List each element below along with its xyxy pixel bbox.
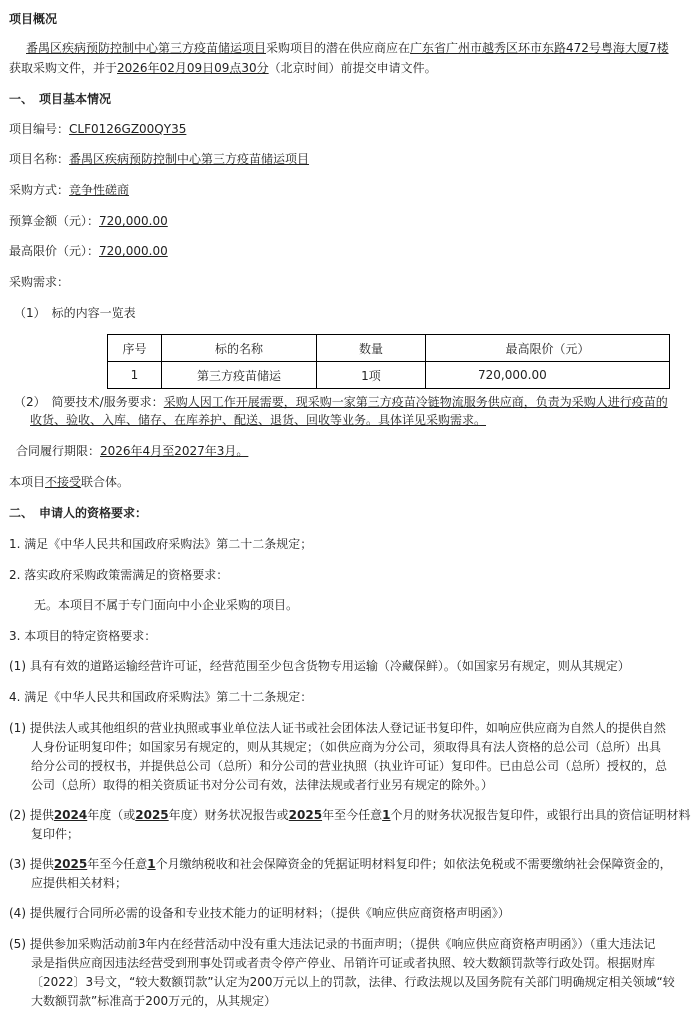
budget-value: 720,000.00 [99, 214, 168, 228]
max-price-row [9, 241, 698, 261]
contract-value: 2026年4月至2027年3月。 [100, 444, 249, 458]
list-label: （1） 标的内容一览表 [14, 306, 136, 320]
table-header: 标的名称 [162, 335, 317, 362]
consortium-value: 不接受 [45, 475, 82, 489]
qualification-2: 2. 落实政府采购政策需满足的资格要求： [9, 568, 229, 582]
brief-text-1: 采购人因工作开展需要，现采购一家第三方疫苗冷链物流服务供应商，负责为采购人进行疫苗的 [163, 395, 668, 409]
brief-text-2: 收货、验收、入库、储存、在库养护、配送、退货、回收等业务。具体详见采购需求。 [30, 413, 487, 427]
q43-year: 2025 [53, 857, 88, 871]
qual-4-1-line2: 人身份证明复印件；如国家另有规定的，则从其规定；（如供应商为分公司，须取得具有法人资格的总公司（总所）出具 [31, 740, 662, 754]
overview-intro-line2 [9, 58, 698, 78]
budget-label: 预算金额（元）： [9, 214, 100, 228]
method-value: 竞争性磋商 [69, 183, 130, 197]
q43-c: 个月缴纳税收和社会保障资金的凭据证明材料复印件；如依法免税或不需要缴纳社会保障资金的， [155, 857, 672, 871]
qualification-3-1: (1) 具有有效的道路运输经营许可证，经营范围至少包含货物专用运输（冷藏保鲜）。（如国家另有规定，则从其规定） [9, 659, 630, 673]
qual-4-2-line1 [9, 805, 698, 825]
needs-label: 采购需求： [9, 275, 70, 289]
brief-line2 [30, 410, 698, 430]
item-table [107, 334, 670, 389]
table-cell: 720,000.00 [426, 362, 670, 389]
qual-4-5-line1: (5) 提供参加采购活动前3年内在经营活动中没有重大违法记录的书面声明；（提供《响应供应商资格声明函》）（重大违法记 [9, 937, 656, 951]
intro-end-text: （北京时间）前提交申请文件。 [268, 61, 437, 75]
project-name-value: 番禺区疾病预防控制中心第三方疫苗储运项目 [69, 152, 310, 166]
intro-deadline: 2026年02月09日09点30分 [117, 61, 269, 75]
brief-label: （2） 简要技术/服务要求： [14, 395, 164, 409]
qualification-2-detail: 无。本项目不属于专门面向中小企业采购的项目。 [34, 598, 299, 612]
q42-year1: 2024 [53, 808, 88, 822]
qual-4-4: (4) 提供履行合同所必需的设备和专业技术能力的证明材料；（提供《响应供应商资格声明函》） [9, 906, 510, 920]
budget-row [9, 211, 698, 231]
table-cell: 1项 [317, 362, 426, 389]
table-row [108, 362, 670, 389]
consortium-post: 联合体。 [81, 475, 130, 489]
q42-c: 年度）财务状况报告或 [168, 808, 289, 822]
method-label: 采购方式： [9, 183, 70, 197]
brief-line1 [14, 392, 698, 412]
table-cell: 第三方疫苗储运 [162, 362, 317, 389]
q43-months: 1 [147, 857, 156, 871]
consortium-row [9, 472, 698, 492]
intro-address: 广东省广州市越秀区环市东路472号粤海大厦7楼 [410, 41, 669, 55]
q43-a: (3) 提供 [9, 857, 54, 871]
project-number-value: CLF0126GZ00QY35 [69, 122, 187, 136]
table-header: 最高限价（元） [426, 335, 670, 362]
qual-4-2-line2: 复印件； [31, 827, 80, 841]
qual-4-1-line1: (1) 提供法人或其他组织的营业执照或事业单位法人证书或社会团体法人登记证书复印件，如响应供应商为自然人的提供自然 [9, 721, 666, 735]
intro-get-text: 获取采购文件，并于 [9, 61, 118, 75]
qualification-1: 1. 满足《中华人民共和国政府采购法》第二十二条规定； [9, 537, 313, 551]
q42-d: 年至今任意 [322, 808, 383, 822]
method-row [9, 180, 698, 200]
q42-e: 个月的财务状况报告复印件，或银行出具的资信证明材料 [390, 808, 691, 822]
q42-b: 年度（或 [87, 808, 136, 822]
qual-4-3-line2: 应提供相关材料； [31, 876, 128, 890]
q42-a: (2) 提供 [9, 808, 54, 822]
section2-heading: 二、 申请人的资格要求： [9, 506, 148, 520]
q43-b: 年至今任意 [87, 857, 148, 871]
qualification-3: 3. 本项目的特定资格要求： [9, 629, 157, 643]
table-header: 数量 [317, 335, 426, 362]
project-number-label: 项目编号： [9, 122, 70, 136]
qual-4-3-line1 [9, 854, 698, 874]
project-name-label: 项目名称： [9, 152, 70, 166]
q42-year2: 2025 [135, 808, 169, 822]
table-cell: 1 [108, 362, 162, 389]
overview-title: 项目概况 [9, 12, 58, 26]
q42-year3: 2025 [288, 808, 323, 822]
intro-project-name: 番禺区疾病预防控制中心第三方疫苗储运项目 [26, 41, 267, 55]
consortium-pre: 本项目 [9, 475, 46, 489]
qual-4-5-line2: 录是指供应商因违法经营受到刑事处罚或者责令停产停业、吊销许可证或者执照、较大数额罚款等行政处罚。根据财库 [31, 956, 656, 970]
qualification-4: 4. 满足《中华人民共和国政府采购法》第二十二条规定： [9, 690, 313, 704]
overview-intro-line1 [26, 38, 698, 58]
max-price-value: 720,000.00 [99, 244, 168, 258]
max-price-label: 最高限价（元）： [9, 244, 100, 258]
qual-4-5-line3: 〔2022〕3号文，“较大数额罚款”认定为200万元以上的罚款，法律、行政法规以及国务院有关部门明确规定相关领域“较 [31, 975, 675, 989]
qual-4-5-line4: 大数额罚款”标准高于200万元的，从其规定） [31, 994, 277, 1008]
contract-label: 合同履行期限： [16, 444, 101, 458]
qual-4-1-line4: 公司（总所）取得的相关资质证书对分公司有效，法律法规或者行业另有规定的除外。） [31, 778, 494, 792]
intro-text: 采购项目的潜在供应商应在 [266, 41, 411, 55]
table-header: 序号 [108, 335, 162, 362]
project-name-row [9, 149, 698, 169]
q42-months: 1 [382, 808, 391, 822]
table-header-row [108, 335, 670, 362]
qual-4-1-line3: 给分公司的授权书，并提供总公司（总所）和分公司的营业执照（执业许可证）复印件。已由总公司（总所）授权的，总 [31, 759, 668, 773]
project-number-row [9, 119, 698, 139]
section1-heading: 一、 项目基本情况 [9, 92, 112, 106]
contract-row [16, 441, 698, 461]
